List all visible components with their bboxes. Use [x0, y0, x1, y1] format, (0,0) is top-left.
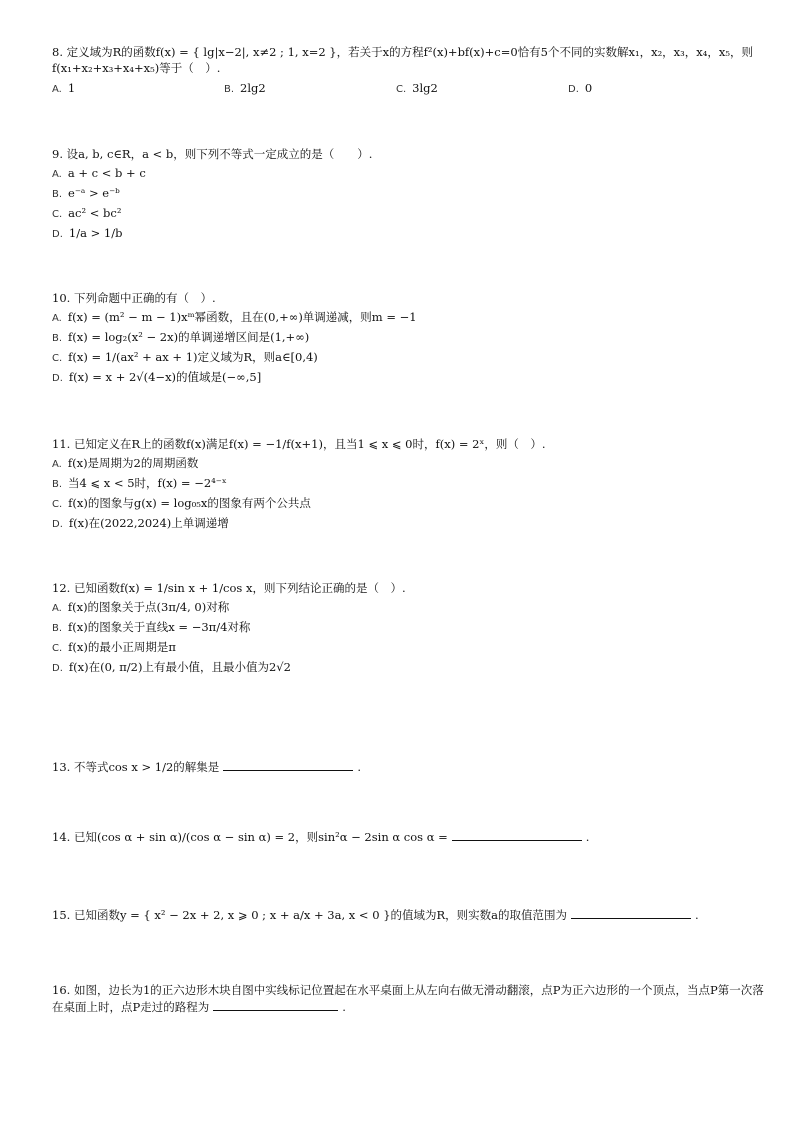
question-15: 15. 已知函数y = { x² − 2x + 2, x ⩾ 0 ; x + a/x + 3a, x < 0 }的值域为R，则实数a的取值范围为 . [52, 908, 699, 922]
question-stem: 14. 已知(cos α + sin α)/(cos α − sin α) = 2，则sin²α − 2sin α cos α = [52, 830, 448, 844]
option-a[interactable]: A. f(x)的图象关于点(3π/4, 0)对称 [52, 600, 230, 615]
question-stem: 12. 已知函数f(x) = 1/sin x + 1/cos x，则下列结论正确的是（ ）. [52, 581, 406, 595]
question-stem: 15. 已知函数y = { x² − 2x + 2, x ⩾ 0 ; x + a/x + 3a, x < 0 }的值域为R，则实数a的取值范围为 [52, 908, 568, 922]
question-stem: 8. 定义域为R的函数f(x) = { lg|x−2|, x≠2 ; 1, x=2 }，若关于x的方程f²(x)+bf(x)+c=0恰有5个不同的实数解x₁，x₂，x₃，x₄，x₅，则f(x₁+x₂+x₃+x₄+x₅)等于（ ）. [52, 45, 753, 76]
question-8 [52, 44, 764, 97]
question-10 [52, 290, 764, 386]
option-d[interactable]: D. 1/a > 1/b [52, 226, 123, 241]
option-d[interactable]: D. f(x) = x + 2√(4−x)的值域是(−∞,5] [52, 370, 262, 385]
option-d[interactable]: D. f(x)在(0, π/2)上有最小值，且最小值为2√2 [52, 660, 291, 675]
question-stem: 11. 已知定义在R上的函数f(x)满足f(x) = −1/f(x+1)，且当1 ⩽ x ⩽ 0时，f(x) = 2ˣ，则（ ）. [52, 437, 546, 451]
option-a[interactable]: A. f(x)是周期为2的周期函数 [52, 456, 199, 471]
option-c[interactable]: C. f(x) = 1/(ax² + ax + 1)定义域为R，则a∈[0,4) [52, 350, 318, 365]
question-stem: 16. 如图，边长为1的正六边形木块自图中实线标记位置起在水平桌面上从左向右做无滑动翻滚，点P为正六边形的一个顶点，当点P第一次落在桌面上时，点P走过的路程为 [52, 983, 764, 1015]
option-a[interactable]: A. f(x) = (m² − m − 1)xᵐ幂函数，且在(0,+∞)单调递减，则m = −1 [52, 310, 417, 325]
option-c[interactable]: C. 3lg2 [396, 81, 438, 96]
question-12 [52, 580, 764, 676]
answer-blank[interactable] [571, 906, 691, 919]
option-a[interactable]: A. 1 [52, 81, 76, 96]
option-a[interactable]: A. a + c < b + c [52, 166, 146, 181]
option-b[interactable]: B. 当4 ⩽ x < 5时，f(x) = −2⁴⁻ˣ [52, 476, 227, 491]
answer-blank[interactable] [213, 998, 338, 1011]
options [52, 80, 764, 97]
option-c[interactable]: C. f(x)的最小正周期是π [52, 640, 176, 655]
question-stem: 10. 下列命题中正确的有（ ）. [52, 291, 216, 305]
question-9 [52, 146, 764, 242]
question-stem: 9. 设a, b, c∈R，a < b，则下列不等式一定成立的是（ ）. [52, 147, 373, 161]
option-d[interactable]: D. 0 [568, 81, 593, 96]
question-14: 14. 已知(cos α + sin α)/(cos α − sin α) = 2，则sin²α − 2sin α cos α = . [52, 830, 590, 844]
option-c[interactable]: C. ac² < bc² [52, 206, 122, 221]
option-b[interactable]: B. 2lg2 [224, 81, 266, 96]
question-13: 13. 不等式cos x > 1/2的解集是 . [52, 760, 361, 774]
question-stem: 13. 不等式cos x > 1/2的解集是 [52, 760, 220, 774]
option-b[interactable]: B. f(x)的图象关于直线x = −3π/4对称 [52, 620, 251, 635]
answer-blank[interactable] [223, 758, 353, 771]
option-b[interactable]: B. e⁻ᵃ > e⁻ᵇ [52, 186, 120, 201]
option-d[interactable]: D. f(x)在(2022,2024)上单调递增 [52, 516, 229, 531]
option-b[interactable]: B. f(x) = log₂(x² − 2x)的单调递增区间是(1,+∞) [52, 330, 310, 345]
question-11 [52, 436, 764, 532]
answer-blank[interactable] [452, 828, 582, 841]
option-c[interactable]: C. f(x)的图象与g(x) = log₀₅x的图象有两个公共点 [52, 496, 311, 511]
question-16: 16. 如图，边长为1的正六边形木块自图中实线标记位置起在水平桌面上从左向右做无滑动翻滚，点P为正六边形的一个顶点，当点P第一次落在桌面上时，点P走过的路程为 . [52, 983, 764, 1015]
